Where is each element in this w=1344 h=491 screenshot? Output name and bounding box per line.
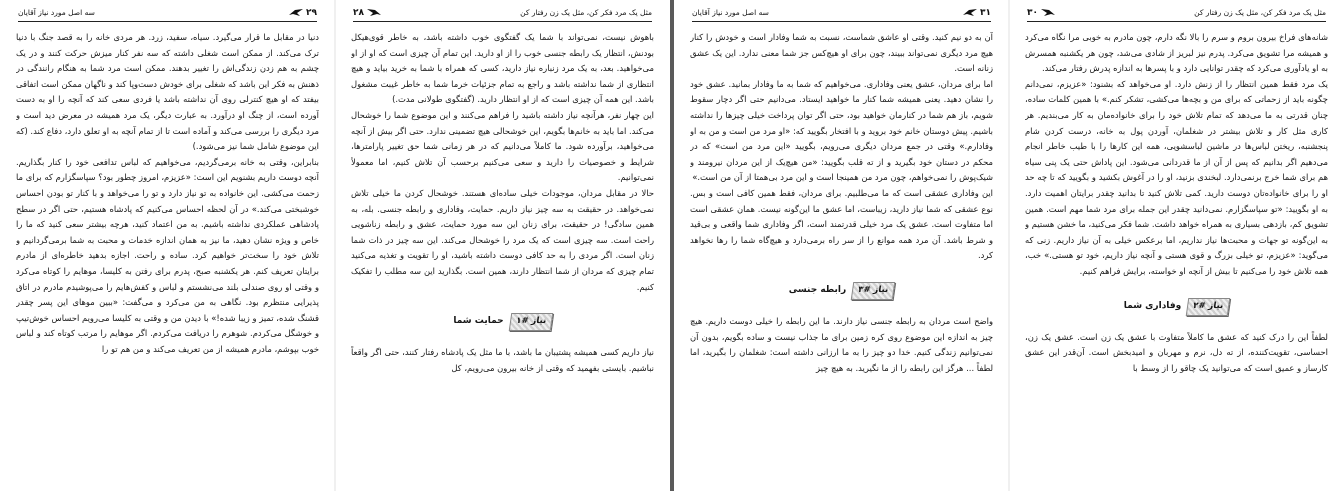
page-number: ۳۰ xyxy=(1027,7,1038,18)
bird-ornament-icon xyxy=(1041,9,1055,17)
paragraph: واضح است مردان به رابطه جنسی نیاز دارند. ما این رابطه را خیلی دوست داریم. هیچ چیز به اندازه این موضوع روی کره زمین برای ما جذاب نیست و ساده بگویم، بدون آن نمی‌توانیم زندگی کنیم. خدا دو چیز را به ما ارزانی داشته است: شغلمان را بگیرید، اما لطفاً ... هرگز این رابطه را از ما نگیرید. به هیچ چیز xyxy=(690,315,993,373)
running-head: سه اصل مورد نیاز آقایان xyxy=(18,8,95,17)
bird-ornament-icon xyxy=(289,9,303,17)
paragraph: یک مرد فقط همین انتظار را از زنش دارد. او می‌خواهد که بشنود: «عزیزم، نمی‌دانم چگونه باید از زحماتی که برای من و بچه‌ها می‌کشی، تشکر کنم.» با همین کلمات ساده، چنان قدرتی به ما می‌دهد که تمام تلاش خود را برای خانواده‌مان به کار می‌بندیم. هر کاری مثل کار و تلاش بیشتر در شغلمان، آوردن پول به خانه، درست کردن شام پنجشنبه، ریختن لباس‌ها در ماشین لباسشویی، همه این کارها را با طیب خاطر انجام می‌دهیم اگر بدانیم که پس از آن از ما قدردانی می‌شود. این پاداش حتی یک پنی سیاه هم برای شما خرج برنمی‌دارد. لبخندی بزنید، او را در آغوش بکشید و بگویید که تا چه حد او را برای خانواده‌تان دوست دارید. کمی تلاش کنید تا بدانید چقدر برایتان اهمیت دارد. به او بگویید: «تو سپاسگزارم. نمی‌دانید چقدر این جمله برای مرد شما مهم است. همین تشویق کم، بازدهی بسیاری به همراه خواهد داشت. شما فکر می‌کنید، ما خشن هستیم و به این‌گونه تو جهات و محبت‌ها نیاز نداریم، اما برعکس خیلی به آن نیاز داریم. زنی که می‌گوید: «عزیزم، تو خیلی بزرگ و قوی هستی و آنچه نیاز داریم، خود تو هستی.» خب، همه تلاش خود را می‌کنیم تا بیش از آنچه او خواسته، برایش فراهم کنیم. xyxy=(1025,78,1328,276)
page-number: ۲۸ xyxy=(353,7,364,18)
paragraph: اما برای مردان، عشق یعنی وفاداری. می‌خواهیم که شما به ما وفادار بمانید. عشق خود را نشان دهید. یعنی همیشه شما کنار ما خواهید ایستاد. می‌دانیم حتی اگر دچار سقوط شویم، باز هم شما در کنارمان خواهید بود، حتی اگر توان پرداخت خیلی چیزها را نداشته باشیم. پیش دوستان خانم خود بروید و با افتخار بگویید که: «او مرد من است و من به او وفادارم.» وقتی در جمع مردان دیگری می‌رویم، بگویید «این مرد من است» که در محکم در دستان خود بگیرید و از ته قلب بگویید: «من هیچ‌یک از این مردان نیرومند و شیک‌پوش را نمی‌خواهم، چون مرد من همینجا است و این مرد بی‌همتا از آن من است.» xyxy=(690,78,993,183)
page-31 xyxy=(674,0,1009,491)
page-number-block xyxy=(353,8,381,18)
section-title: حمایت شما xyxy=(453,316,504,327)
paragraph: بنابراین، وقتی به خانه برمی‌گردیم، می‌خواهیم که لباس تدافعی خود را کنار بگذاریم. آنچه دوست داریم بشنویم این است: «عزیزم، امروز چطور بود؟ سپاسگزارم که برای ما زحمت می‌کشی. این خانواده به تو نیاز دارد و تو را می‌خواهد و با کنار تو بودن احساس خوشبختی می‌کند.» در آن لحظه احساس می‌کنیم که پادشاه هستیم، حتی اگر در سطح پادشاهی عملکردی نداشته باشیم. به من اعتماد کنید، هرچه بیشتر سعی کنید که ما را خاص و ویژه نشان دهید، ما نیز به همان اندازه خدمات و محبت به شما برمی‌گردانیم و تلاش خود را سخت‌تر خواهیم کرد. ساده و راحت. اجازه بدهید خاطره‌ای از مادرم برایتان تعریف کنم. هر یکشنبه صبح، پدرم برای رفتن به کلیسا، موهایم را کوتاه می‌کرد و وقتی او روی صندلی بلند می‌نشستم و لباس و کفش‌هایم را می‌پوشیدم مادرم در اتاق پذیرایی منتظرم بود. نگاهی به من می‌کرد و می‌گفت: «ببین موهای این پسر چقدر قشنگ شده، تمیز و زیبا شده!» با دیدن من و وقتی به کلیسا می‌رویم احساس خوش‌تیپ و خوشگل می‌کردم. شوهرم را دریافت می‌کردم. اگر موهایم را مرتب کوتاه کند و لباس خوب بپوشم، مادرم همیشه از من تعریف می‌کند و من هم تو را xyxy=(16,156,319,354)
running-head: مثل یک مرد فکر کن، مثل یک زن رفتار کن xyxy=(520,8,652,17)
gutter xyxy=(1008,0,1010,491)
page-body xyxy=(351,30,654,487)
need-badge: نیاز #۲ xyxy=(1186,298,1231,316)
section-title: رابطه جنسی xyxy=(788,285,847,296)
paragraph: شانه‌های فراخ بیرون بروم و سرم را بالا نگه دارم، چون مادرم به خوبی مرا نگاه می‌کرد و همیشه مرا تشویق می‌کرد. پدرم نیز لبریز از شادی می‌شد، چون هر یکشنبه همسرش به او یادآوری می‌کرد که چقدر توانایی دارد و با پسرها به اندازه پدرش رفتار می‌کند. xyxy=(1025,32,1328,74)
page-header xyxy=(18,6,317,22)
section-title: وفاداری شما xyxy=(1123,300,1182,311)
page-number-block xyxy=(1027,8,1055,18)
paragraph: نیاز داریم کسی همیشه پشتیبان ما باشد، با ما مثل یک پادشاه رفتار کنند، حتی اگر واقعاً نباشیم. بایستی بفهمید که وقتی از خانه بیرون می‌رویم، کل xyxy=(351,347,654,373)
paragraph: آن به دو نیم کنید. وقتی او عاشق شماست، نسبت به شما وفادار است و خودش را کنار هیچ مرد دیگری نمی‌تواند ببیند، چون برای او هیچ‌کس جز شما معنی ندارد. این یک عشق زنانه است. xyxy=(690,32,993,74)
running-head: مثل یک مرد فکر کن، مثل یک زن رفتار کن xyxy=(1194,8,1326,17)
page-28 xyxy=(335,0,670,491)
paragraph: این وفاداری عشقی است که ما می‌طلبیم. برای مردان، فقط همین کافی است و بس. نوع عشقی که شما نیاز دارید، زیباست، اما عشق ما این‌گونه نیست. همان عشقی است اما متفاوت است. عشق یک مرد خیلی قدرتمند است، اگر وفاداری شما واقعی و بی‌قید و شرط باشد. آن مرد همه موانع را از سر راه برمی‌دارد و هیچ‌گاه شما را رها نخواهد کرد. xyxy=(690,187,993,261)
left-spread xyxy=(0,0,670,491)
page-number: ۳۱ xyxy=(980,7,991,18)
paragraph: این چهار نفر، هرآنچه نیاز داشته باشید را فراهم می‌کنند و این موضوع شما را خوشحال می‌کند. اما باید به خانم‌ها بگویم، این خوشحالی هیچ تضمینی ندارد. حتی اگر بیش از آنچه می‌خواهید، برآورده شود. ما کاملاً می‌دانیم که در هر زمانی شما حق تغییر پارامترها، شرایط و خصوصیات را دارید و سعی می‌کنیم برحسب آن تلاش کنیم، اما معمولاً نمی‌توانیم. xyxy=(351,109,654,183)
page-number-block xyxy=(289,8,317,18)
right-spread xyxy=(674,0,1344,491)
page-header xyxy=(353,6,652,22)
page-29 xyxy=(0,0,335,491)
page-number: ۲۹ xyxy=(306,7,317,18)
page-body xyxy=(16,30,319,487)
section-heading xyxy=(351,309,654,335)
running-head: سه اصل مورد نیاز آقایان xyxy=(692,8,769,17)
page-body xyxy=(690,30,993,487)
paragraph: دنیا در مقابل ما قرار می‌گیرد. سیاه، سفید، زرد. هر مردی خانه را به قصد جنگ با دنیا ترک می‌کند. از ممکن است شغلی داشته که سه نفر کنار میزش حرکت کنند و در یک چشم به هم زدن زندگی‌اش را تغییر بدهند. ممکن است مرد شما به هنگام رانندگی در ذهنش به فکر این باشد که شغلی برای خودش دست‌وپا کند و ناگهان ممکن است اتفاقی بیفتد که او هیچ کنترلی روی آن نداشته باشد یا فردی سعی کند که آنچه را او به دست آورده است، از چنگ او درآورد. به عبارت دیگر، یک مرد همیشه در معرض دید است و مرد دیگری را بررسی می‌کند و آماده است تا از تمام آنچه به او تعلق دارد، دفاع کند. (که این موضوع شامل شما نیز می‌شود.) xyxy=(16,32,319,152)
gutter xyxy=(334,0,336,491)
section-heading xyxy=(1025,294,1328,320)
bird-ornament-icon xyxy=(963,9,977,17)
paragraph: باهوش نیست، نمی‌تواند با شما یک گفتگوی خوب داشته باشد، به خاطر قوی‌هیکل بودنش، انتظار یک رابطه جنسی خوب را از او دارید. این تمام آن چیزی است که او از او می‌خواهید. بعد، به یک مرد زنباره نیاز دارید، کسی که همراه با شما به خرید بیاید و هیچ انتظاری از شما نداشته باشد و راجع به تمام جزئیات خرما شما به خاطر غیبت مشغول باشد. این همه آن چیزی است که از او انتظار دارید. (گفتگوی طولانی مدت.) xyxy=(351,32,654,105)
paragraph: لطفاً این را درک کنید که عشق ما کاملاً متفاوت با عشق یک زن است. عشق یک زن، احساسی، تقویت‌کننده، از ته دل، نرم و مهربان و امیدبخش است. آن‌قدر این عشق کارساز و عمیق است که می‌توانید یک چاقو را از وسط با xyxy=(1025,331,1328,373)
paragraph: حالا در مقابل مردان، موجودات خیلی ساده‌ای هستند. خوشحال کردن ما خیلی تلاش نمی‌خواهد. در حقیقت به سه چیز نیاز داریم. حمایت، وفاداری و رابطه جنسی. بله، به همین سادگی! در حقیقت، برای زنان این سه مورد حمایت، عشق و رابطه زناشویی راحت است. سه چیزی است که یک مرد را خوشحال می‌کند. این سه چیز در ذات شما زنان است. اگر مردی را به حد کافی دوست داشته باشید، او را تقویت و تغذیه می‌کنید تمام چیزی که مردان از شما انتظار دارند، همین است. بگذارید این سه مطلب را تفکیک کنیم. xyxy=(351,187,654,292)
bird-ornament-icon xyxy=(367,9,381,17)
need-badge: نیاز #۳ xyxy=(851,282,896,300)
page-header xyxy=(692,6,991,22)
page-30 xyxy=(1009,0,1344,491)
page-body xyxy=(1025,30,1328,487)
page-number-block xyxy=(963,8,991,18)
page-header xyxy=(1027,6,1326,22)
section-heading xyxy=(690,278,993,304)
need-badge: نیاز #۱ xyxy=(508,313,553,331)
